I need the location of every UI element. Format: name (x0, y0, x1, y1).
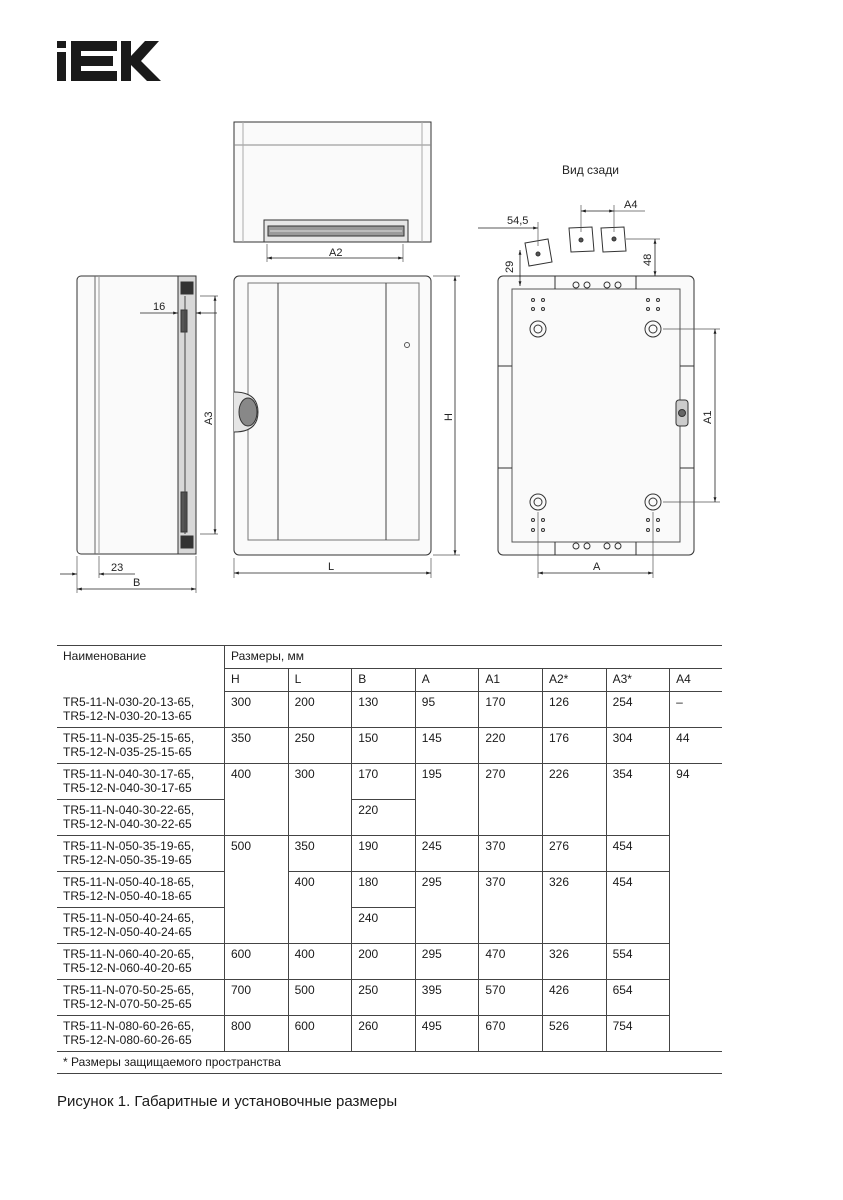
cell-a1: 370 (479, 836, 543, 872)
product-name: TR5-11-N-040-30-22-65, TR5-12-N-040-30-22-65 (57, 800, 225, 836)
dim-29-label: 29 (504, 260, 516, 273)
cell-b: 250 (352, 980, 416, 1016)
col-header-a2: A2* (542, 669, 606, 692)
cell-h: 800 (225, 1016, 289, 1052)
dim-h-label: H (443, 413, 455, 421)
cell-b: 260 (352, 1016, 416, 1052)
table-row (57, 764, 722, 800)
cell-a1: 170 (479, 692, 543, 728)
col-header-b: B (352, 669, 416, 692)
cell-a4: 44 (670, 728, 722, 764)
product-name: TR5-11-N-070-50-25-65, TR5-12-N-070-50-25-65 (57, 980, 225, 1016)
dim-16-label: 16 (153, 301, 166, 313)
cell-l: 250 (288, 728, 352, 764)
cell-a3: 654 (606, 980, 670, 1016)
cell-b: 240 (352, 908, 416, 944)
cell-a3: 304 (606, 728, 670, 764)
dim-23-label: 23 (111, 562, 124, 574)
cell-a3: 354 (606, 764, 670, 836)
cell-a3: 454 (606, 872, 670, 944)
cell-h: 600 (225, 944, 289, 980)
dim-48-label: 48 (642, 253, 654, 266)
cell-a2: 276 (542, 836, 606, 872)
cell-a1: 370 (479, 872, 543, 944)
dim-a2-label: A2 (329, 247, 343, 259)
cell-a3: 254 (606, 692, 670, 728)
cell-b: 130 (352, 692, 416, 728)
cell-a: 145 (415, 728, 479, 764)
cell-l: 200 (288, 692, 352, 728)
cell-a: 245 (415, 836, 479, 872)
side-view (60, 276, 218, 593)
dim-a4-label: A4 (624, 199, 638, 211)
header-sizes: Размеры, мм (225, 646, 723, 669)
cell-a4: – (670, 692, 722, 728)
table-row (57, 980, 722, 1016)
cell-b: 190 (352, 836, 416, 872)
dim-l-label: L (328, 561, 335, 573)
cell-l: 400 (288, 872, 352, 944)
cell-a3: 554 (606, 944, 670, 980)
table-row (57, 944, 722, 980)
col-header-a3: A3* (606, 669, 670, 692)
col-header-a1: A1 (479, 669, 543, 692)
product-name: TR5-11-N-030-20-13-65, TR5-12-N-030-20-13-65 (57, 692, 225, 728)
dim-a-label: A (593, 561, 601, 573)
cell-l: 500 (288, 980, 352, 1016)
front-view (234, 276, 460, 578)
cell-a1: 220 (479, 728, 543, 764)
header-name: Наименование (57, 646, 225, 692)
cell-a1: 670 (479, 1016, 543, 1052)
table-row (57, 836, 722, 872)
cell-a2: 176 (542, 728, 606, 764)
cell-a: 95 (415, 692, 479, 728)
cell-a2: 126 (542, 692, 606, 728)
table-row (57, 728, 722, 764)
cell-b: 180 (352, 872, 416, 908)
dim-a3-label: A3 (203, 411, 215, 425)
product-name: TR5-11-N-080-60-26-65, TR5-12-N-080-60-26-65 (57, 1016, 225, 1052)
cell-a3: 454 (606, 836, 670, 872)
product-name: TR5-11-N-060-40-20-65, TR5-12-N-060-40-20-65 (57, 944, 225, 980)
cell-a2: 326 (542, 944, 606, 980)
dim-54-5-label: 54,5 (507, 215, 529, 227)
cell-h: 400 (225, 764, 289, 836)
cell-l: 350 (288, 836, 352, 872)
cell-h: 300 (225, 692, 289, 728)
figure-caption: Рисунок 1. Габаритные и установочные размеры (57, 1093, 398, 1110)
product-name: TR5-11-N-050-40-18-65, TR5-12-N-050-40-18-65 (57, 872, 225, 908)
cell-a1: 470 (479, 944, 543, 980)
cell-a2: 226 (542, 764, 606, 836)
rear-view-label: Вид сзади (562, 163, 619, 177)
col-header-h: H (225, 669, 289, 692)
product-name: TR5-11-N-050-35-19-65, TR5-12-N-050-35-19-65 (57, 836, 225, 872)
cell-a1: 270 (479, 764, 543, 836)
table-row (57, 1016, 722, 1052)
table-footnote: * Размеры защищаемого пространства (57, 1052, 722, 1074)
cell-a: 295 (415, 944, 479, 980)
table-row (57, 872, 722, 908)
cell-l: 300 (288, 764, 352, 836)
product-name: TR5-11-N-040-30-17-65, TR5-12-N-040-30-17-65 (57, 764, 225, 800)
cell-a: 395 (415, 980, 479, 1016)
cell-b: 150 (352, 728, 416, 764)
cell-l: 600 (288, 1016, 352, 1052)
col-header-l: L (288, 669, 352, 692)
dim-a1-label: A1 (702, 410, 714, 424)
cell-h: 500 (225, 836, 289, 944)
cell-a3: 754 (606, 1016, 670, 1052)
iek-logo (57, 41, 161, 81)
cell-b: 220 (352, 800, 416, 836)
dimensions-table (57, 645, 722, 1074)
col-header-a4: A4 (670, 669, 722, 692)
cell-a1: 570 (479, 980, 543, 1016)
product-name: TR5-11-N-050-40-24-65, TR5-12-N-050-40-24-65 (57, 908, 225, 944)
dimension-drawing (0, 110, 843, 610)
cell-a: 295 (415, 872, 479, 944)
cell-a4: 94 (670, 764, 722, 1052)
table-row (57, 692, 722, 728)
cell-b: 170 (352, 764, 416, 800)
dim-b-label: B (133, 577, 141, 589)
cell-a: 495 (415, 1016, 479, 1052)
product-name: TR5-11-N-035-25-15-65, TR5-12-N-035-25-15-65 (57, 728, 225, 764)
col-header-a: A (415, 669, 479, 692)
cell-h: 700 (225, 980, 289, 1016)
cell-a2: 326 (542, 872, 606, 944)
cell-a: 195 (415, 764, 479, 836)
cell-h: 350 (225, 728, 289, 764)
cell-a2: 426 (542, 980, 606, 1016)
top-view (234, 122, 431, 262)
cell-b: 200 (352, 944, 416, 980)
cell-a2: 526 (542, 1016, 606, 1052)
cell-l: 400 (288, 944, 352, 980)
